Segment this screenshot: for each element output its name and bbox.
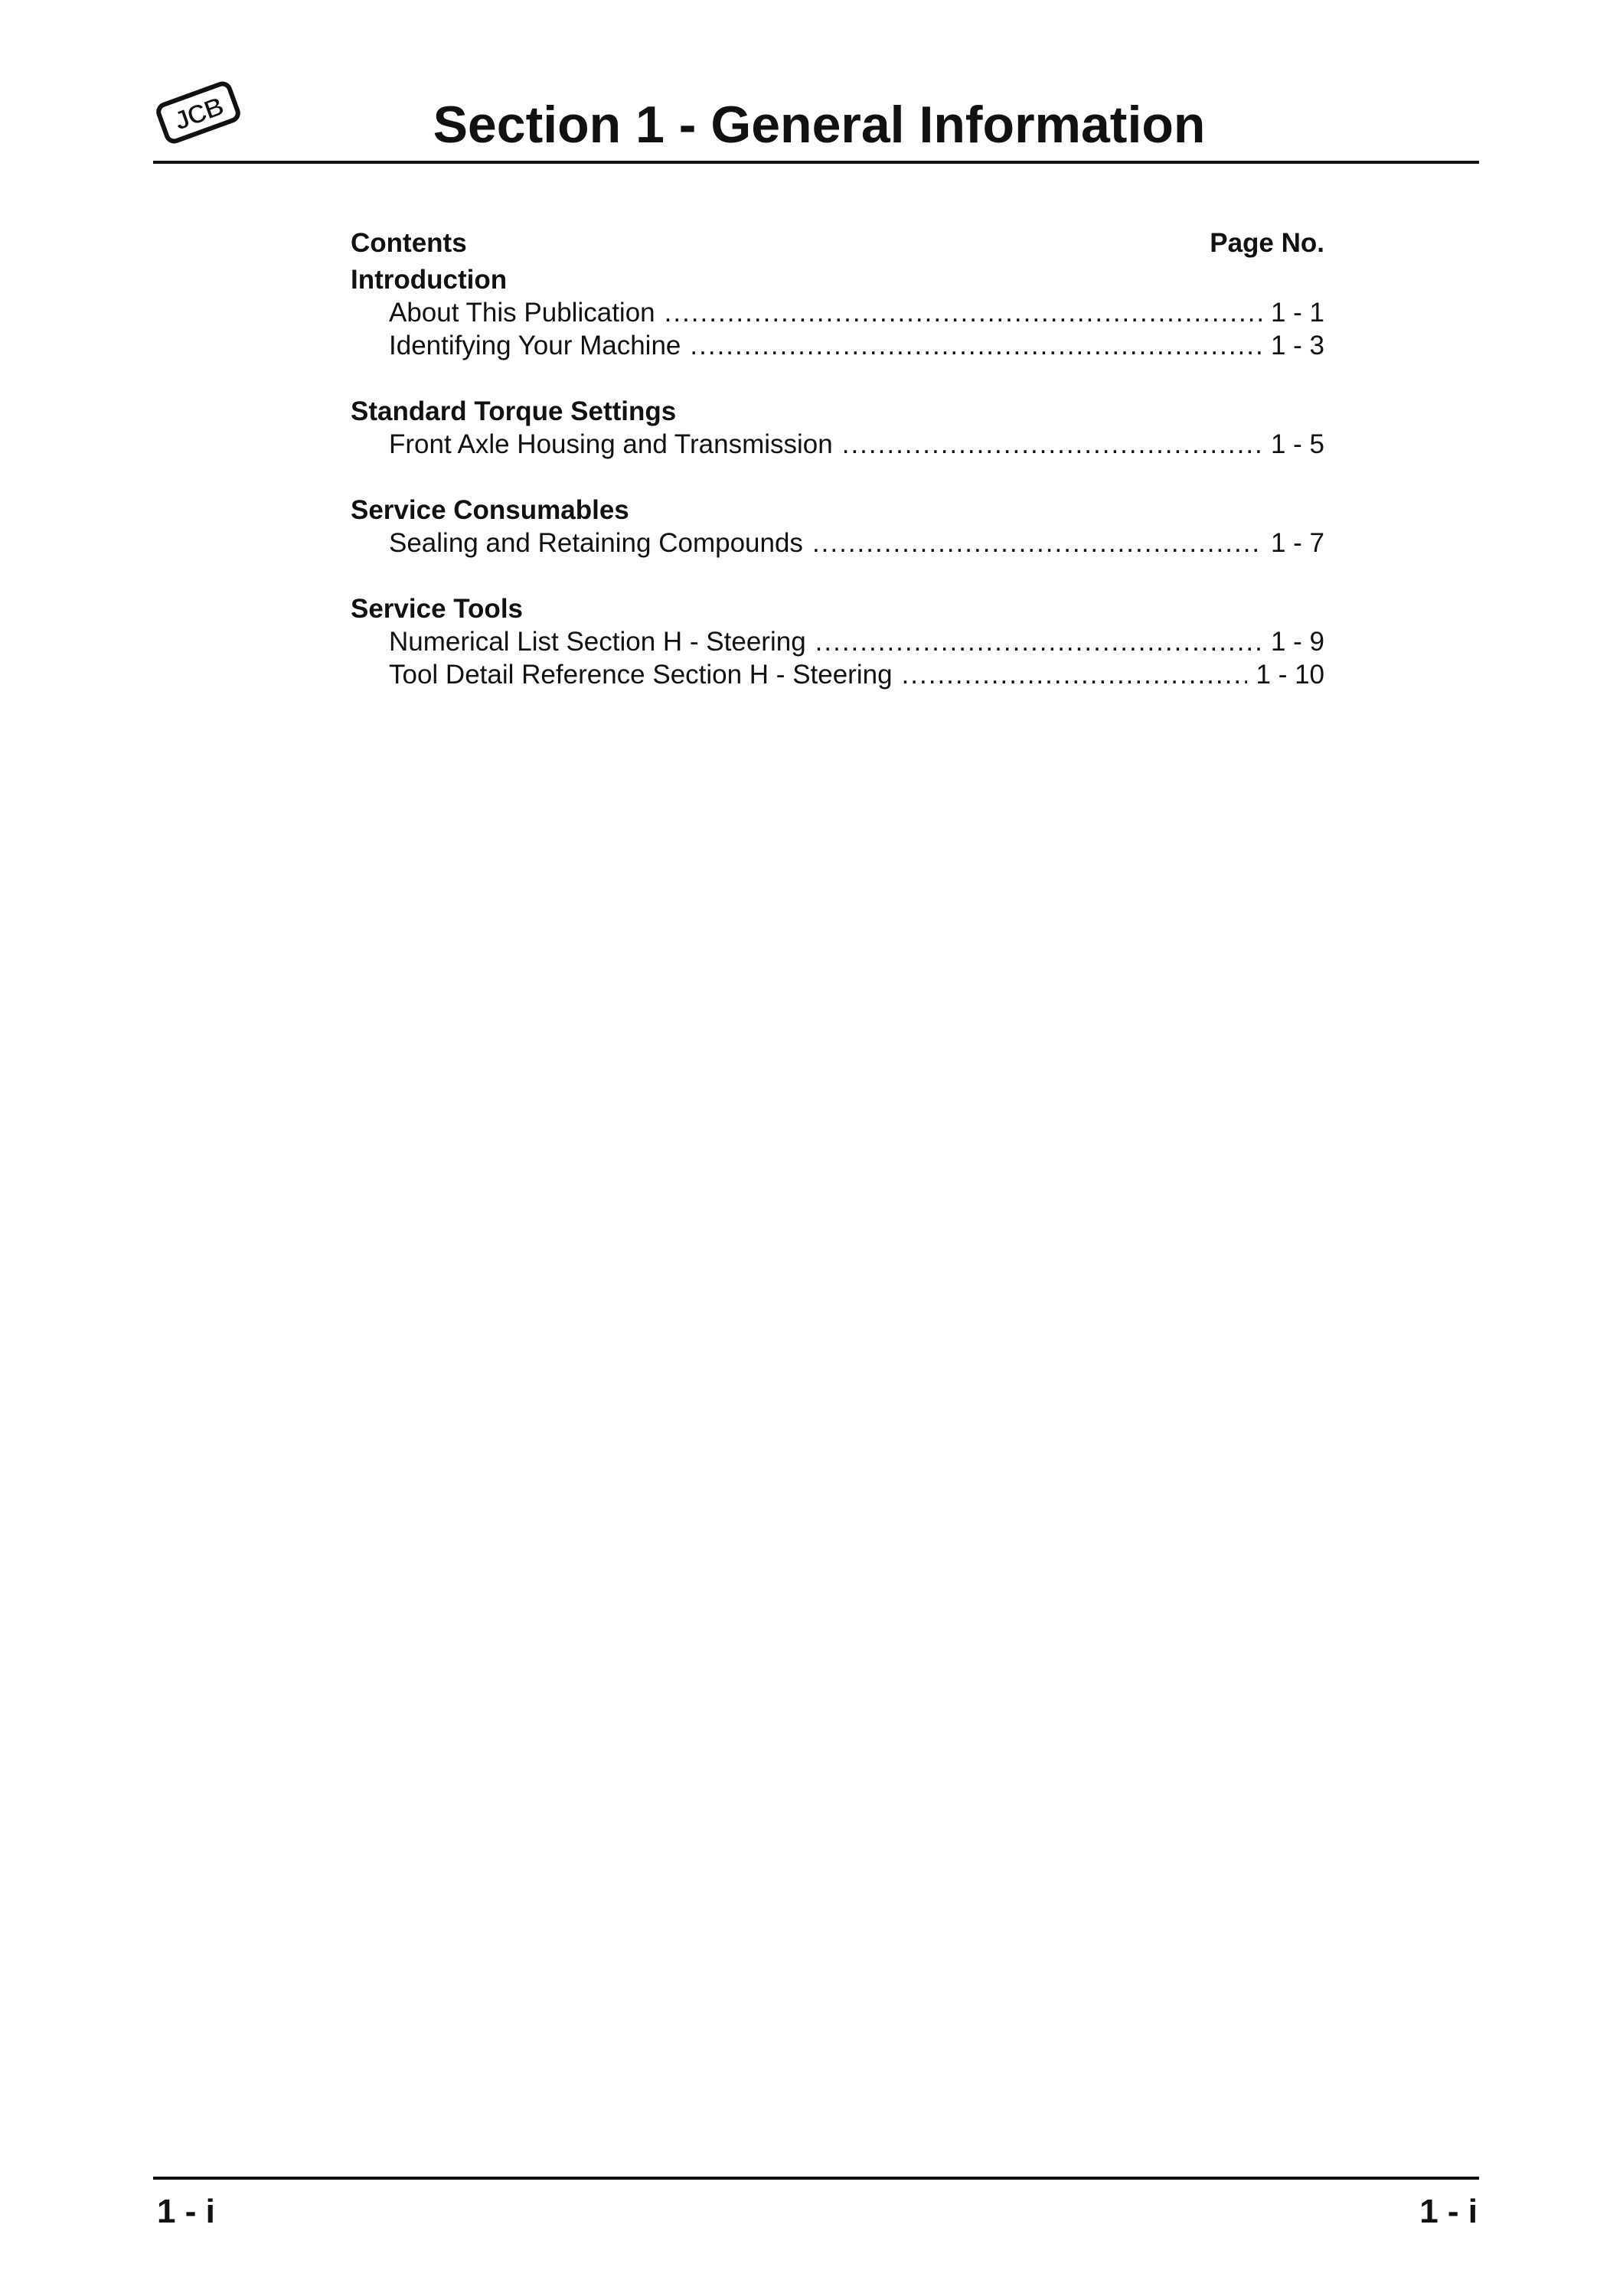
toc-group-title: Standard Torque Settings — [351, 396, 677, 426]
footer-rule — [153, 2177, 1479, 2180]
toc-group-title: Introduction — [351, 265, 508, 295]
dot-leader — [815, 625, 1262, 658]
toc-group-title: Service Tools — [351, 594, 524, 624]
toc-group-service-consumables — [351, 494, 1324, 559]
toc-entry-page: 1 - 7 — [1270, 528, 1324, 558]
toc-entry-label: About This Publication — [389, 298, 655, 328]
toc-entry-page: 1 - 1 — [1270, 298, 1324, 328]
dot-leader — [842, 428, 1262, 461]
dot-leader — [812, 527, 1262, 559]
header-rule — [153, 161, 1479, 164]
toc-group-introduction — [351, 263, 1324, 362]
toc-entry-label: Numerical List Section H - Steering — [389, 627, 806, 657]
toc-entry-page: 1 - 5 — [1270, 429, 1324, 459]
toc-group-service-tools — [351, 592, 1324, 691]
contents-label: Contents — [351, 228, 467, 258]
svg-text:JCB: JCB — [170, 91, 227, 136]
table-of-contents — [351, 223, 1324, 691]
page-number-label: Page No. — [1210, 228, 1324, 258]
toc-entry[interactable] — [351, 658, 1324, 691]
toc-entry-label: Sealing and Retaining Compounds — [389, 528, 803, 558]
page-title: Section 1 - General Information — [433, 96, 1206, 154]
toc-entry[interactable] — [351, 329, 1324, 362]
toc-entry-page: 1 - 9 — [1270, 627, 1324, 657]
toc-group-standard-torque-settings — [351, 395, 1324, 461]
toc-entry[interactable] — [351, 428, 1324, 461]
dot-leader — [665, 296, 1262, 329]
toc-entry-label: Tool Detail Reference Section H - Steering — [389, 660, 893, 690]
dot-leader — [690, 329, 1262, 362]
page-number-left: 1 - i — [157, 2193, 215, 2230]
toc-entry-label: Front Axle Housing and Transmission — [389, 429, 833, 459]
toc-entry[interactable] — [351, 527, 1324, 559]
toc-header — [351, 223, 1324, 263]
toc-entry-page: 1 - 10 — [1256, 660, 1324, 690]
toc-group-title: Service Consumables — [351, 495, 629, 525]
toc-entry-page: 1 - 3 — [1270, 331, 1324, 360]
page-number-right: 1 - i — [1419, 2193, 1478, 2230]
toc-entry[interactable] — [351, 625, 1324, 658]
toc-entry-label: Identifying Your Machine — [389, 331, 681, 360]
dot-leader — [902, 658, 1247, 691]
toc-entry[interactable] — [351, 296, 1324, 329]
